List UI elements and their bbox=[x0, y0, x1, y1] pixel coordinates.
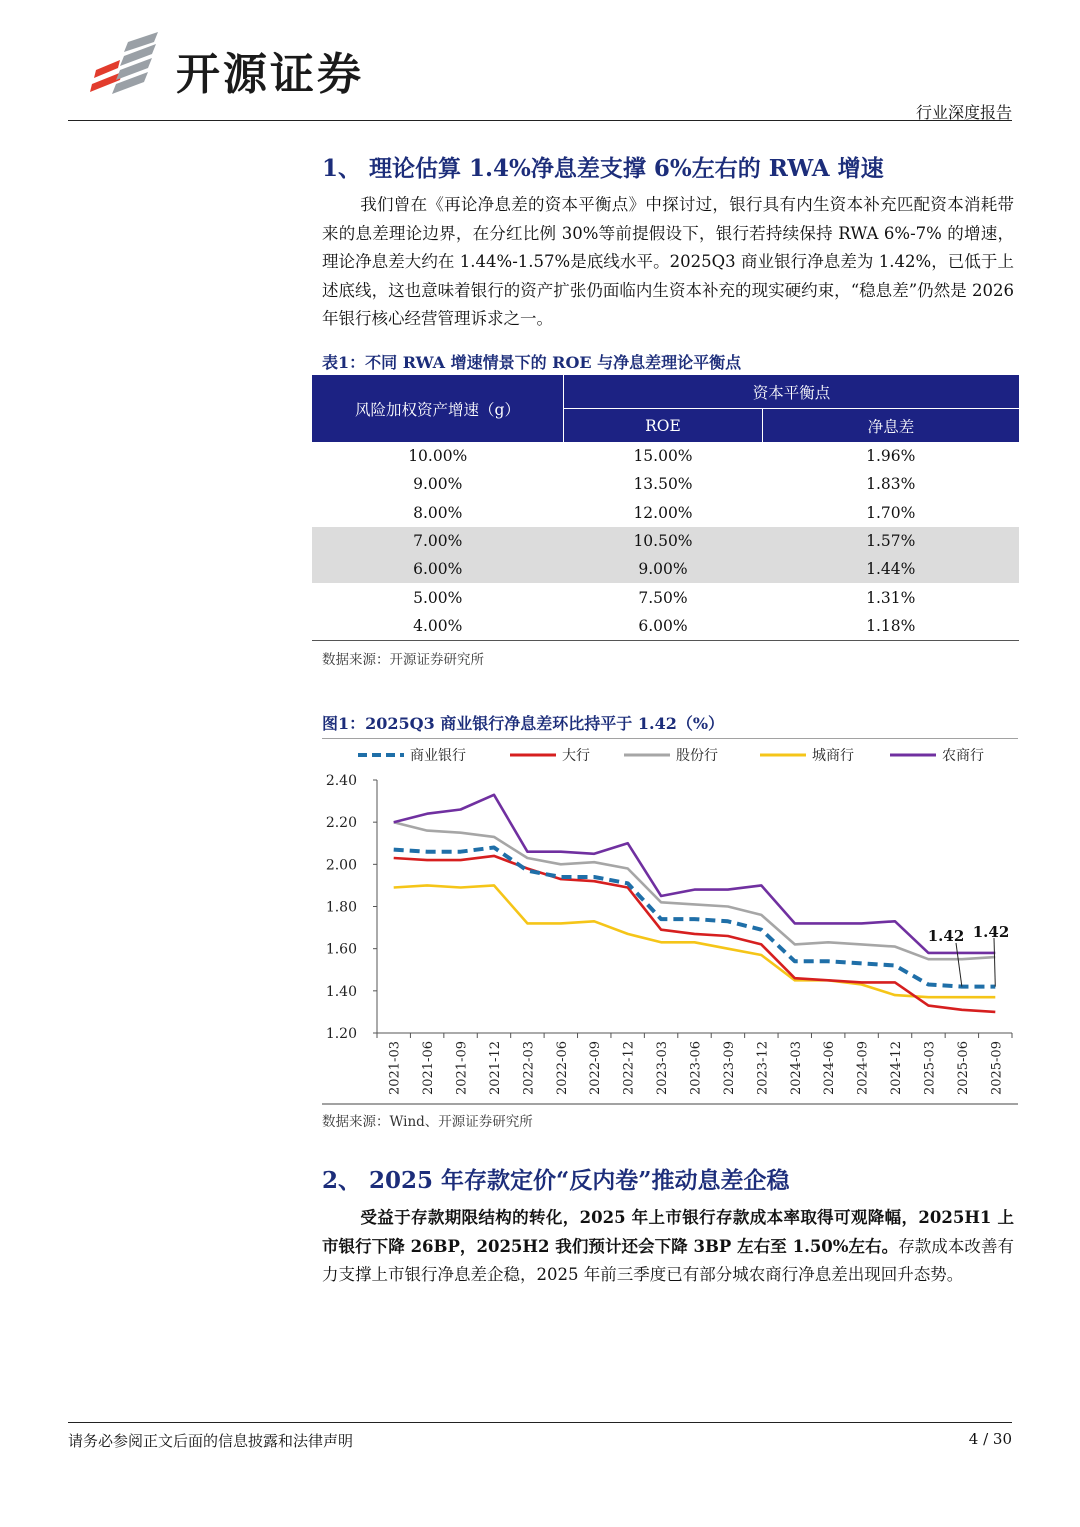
x-tick-label: 2022-06 bbox=[554, 1041, 570, 1096]
cell-g: 10.00% bbox=[408, 447, 468, 466]
x-tick-label: 2024-03 bbox=[788, 1041, 804, 1096]
x-tick-label: 2025-03 bbox=[922, 1041, 938, 1096]
cell-roe: 13.50% bbox=[633, 475, 693, 494]
table-row-highlighted bbox=[312, 527, 1019, 555]
x-tick-label: 2023-12 bbox=[755, 1041, 771, 1096]
section-1-paragraph bbox=[322, 191, 1014, 334]
x-tick-label: 2024-09 bbox=[855, 1041, 871, 1096]
section-1-title: 1、 理论估算 1.4%净息差支撑 6%左右的 RWA 增速 bbox=[322, 155, 884, 182]
table-1-source: 数据来源：开源证券研究所 bbox=[322, 652, 484, 668]
x-tick-label: 2022-12 bbox=[621, 1041, 637, 1096]
table-row bbox=[312, 583, 1019, 611]
legend-label: 农商行 bbox=[942, 748, 984, 764]
x-tick-label: 2021-03 bbox=[387, 1041, 403, 1096]
logo-mark-icon bbox=[90, 32, 158, 94]
y-tick-label: 2.40 bbox=[325, 773, 357, 789]
cell-roe: 7.50% bbox=[638, 588, 688, 607]
x-tick-label: 2024-06 bbox=[822, 1041, 838, 1096]
cell-nim: 1.70% bbox=[866, 503, 916, 522]
section-2-text: 存款成本改善有力支撑上市银行净息差企稳，2025 年前三季度已有部分城农商行净息差出现回升态势。 bbox=[322, 1236, 1015, 1284]
x-tick-label: 2022-09 bbox=[588, 1041, 604, 1096]
y-tick-label: 1.40 bbox=[325, 983, 357, 1000]
cell-g: 5.00% bbox=[413, 588, 463, 607]
cell-roe: 6.00% bbox=[564, 612, 763, 641]
cell-roe: 9.00% bbox=[564, 555, 763, 583]
x-tick-label: 2023-09 bbox=[721, 1041, 737, 1096]
y-tick-label: 1.80 bbox=[325, 899, 357, 916]
section-2-text-bold-b: 2025H1 上市银行下降 26BP，2025H2 我们预计还会下降 3BP 左右至 1.50%左右。 bbox=[322, 1208, 1014, 1256]
cell-nim: 1.18% bbox=[763, 612, 1020, 641]
series-line bbox=[394, 885, 996, 997]
y-tick-label: 1.20 bbox=[325, 1026, 357, 1042]
section-2-title: 2、 2025 年存款定价“反内卷”推动息差企稳 bbox=[322, 1167, 790, 1194]
section-2-paragraph bbox=[322, 1204, 1014, 1290]
header-rwa-growth: 风险加权资产增速（g） bbox=[312, 375, 564, 442]
cell-roe: 10.50% bbox=[564, 527, 763, 555]
figure-1-caption: 图1：2025Q3 商业银行净息差环比持平于 1.42（%） bbox=[322, 714, 725, 733]
table-row bbox=[312, 470, 1019, 498]
table-row bbox=[312, 442, 1019, 470]
table-row bbox=[312, 612, 1019, 641]
footer-disclaimer: 请务必参阅正文后面的信息披露和法律声明 bbox=[68, 1432, 354, 1450]
y-tick-label: 1.60 bbox=[325, 941, 357, 958]
nim-line-chart bbox=[322, 738, 1018, 1110]
x-tick-label: 2021-06 bbox=[421, 1041, 437, 1096]
document-type: 行业深度报告 bbox=[915, 103, 1012, 122]
cell-nim: 1.44% bbox=[763, 555, 1020, 583]
annotation-leader bbox=[956, 943, 962, 987]
y-tick-label: 2.00 bbox=[325, 857, 357, 874]
legend-label: 大行 bbox=[562, 748, 590, 764]
page-number: 4 / 30 bbox=[968, 1430, 1012, 1448]
annotation-label: 1.42 bbox=[927, 927, 965, 945]
legend-label: 股份行 bbox=[676, 748, 718, 764]
cell-g: 6.00% bbox=[312, 555, 564, 583]
x-tick-label: 2023-03 bbox=[655, 1041, 671, 1096]
annotation-label: 1.42 bbox=[972, 923, 1010, 941]
cell-g: 7.00% bbox=[312, 527, 564, 555]
y-tick-label: 2.20 bbox=[325, 815, 357, 832]
brand-name: 开源证券 bbox=[176, 49, 364, 100]
x-tick-label: 2022-03 bbox=[521, 1041, 537, 1096]
series-line bbox=[394, 795, 996, 953]
rwa-roe-nim-table bbox=[312, 375, 1019, 641]
figure-1-source: 数据来源：Wind、开源证券研究所 bbox=[322, 1114, 533, 1130]
x-tick-label: 2024-12 bbox=[889, 1041, 905, 1096]
section-2-text-bold-a: 受益于存款期限结构的转化，2025 年上市银行存款成本率取得可观降幅， bbox=[360, 1208, 919, 1227]
table-row-highlighted bbox=[312, 555, 1019, 583]
legend-label: 城商行 bbox=[812, 748, 854, 764]
header-capital-balance: 资本平衡点 bbox=[564, 375, 1020, 409]
cell-g: 8.00% bbox=[413, 503, 463, 522]
cell-nim: 1.31% bbox=[866, 588, 916, 607]
legend-label: 商业银行 bbox=[410, 748, 466, 764]
cell-g: 4.00% bbox=[312, 612, 564, 641]
section-1-text: 我们曾在《再论净息差的资本平衡点》中探讨过，银行具有内生资本补充匹配资本消耗带来的息差理论边界，在分红比例 30%等前提假设下，银行若持续保持 RWA 6%-7% 的增速，理论净息差大约在 1.44%-1.57%是底线水平。2025Q3 商业银行净息差为 1.42%，已低于上述底线，这也意味着银行的资产扩张仍面临内生资本补充的现实硬约束，“稳息差”仍然是 2026 年银行核心经营管理诉求之一。 bbox=[322, 195, 1014, 328]
table-1-caption: 表1：不同 RWA 增速情景下的 ROE 与净息差理论平衡点 bbox=[322, 353, 742, 372]
table-row bbox=[312, 499, 1019, 527]
x-tick-label: 2021-12 bbox=[487, 1041, 503, 1096]
cell-roe: 12.00% bbox=[633, 503, 693, 522]
footer-divider bbox=[68, 1422, 1012, 1423]
series-line bbox=[394, 856, 996, 1012]
x-tick-label: 2021-09 bbox=[454, 1041, 470, 1096]
series-line bbox=[394, 848, 996, 987]
cell-g: 9.00% bbox=[413, 475, 463, 494]
header-roe: ROE bbox=[564, 409, 763, 443]
x-tick-label: 2025-09 bbox=[989, 1041, 1005, 1096]
cell-nim: 1.96% bbox=[866, 447, 916, 466]
cell-nim: 1.57% bbox=[763, 527, 1020, 555]
cell-roe: 15.00% bbox=[633, 447, 693, 466]
x-tick-label: 2025-06 bbox=[955, 1041, 971, 1096]
header-divider bbox=[68, 120, 1012, 121]
header-nim: 净息差 bbox=[763, 409, 1020, 443]
annotation-leader bbox=[994, 938, 995, 987]
cell-nim: 1.83% bbox=[866, 475, 916, 494]
x-tick-label: 2023-06 bbox=[688, 1041, 704, 1096]
